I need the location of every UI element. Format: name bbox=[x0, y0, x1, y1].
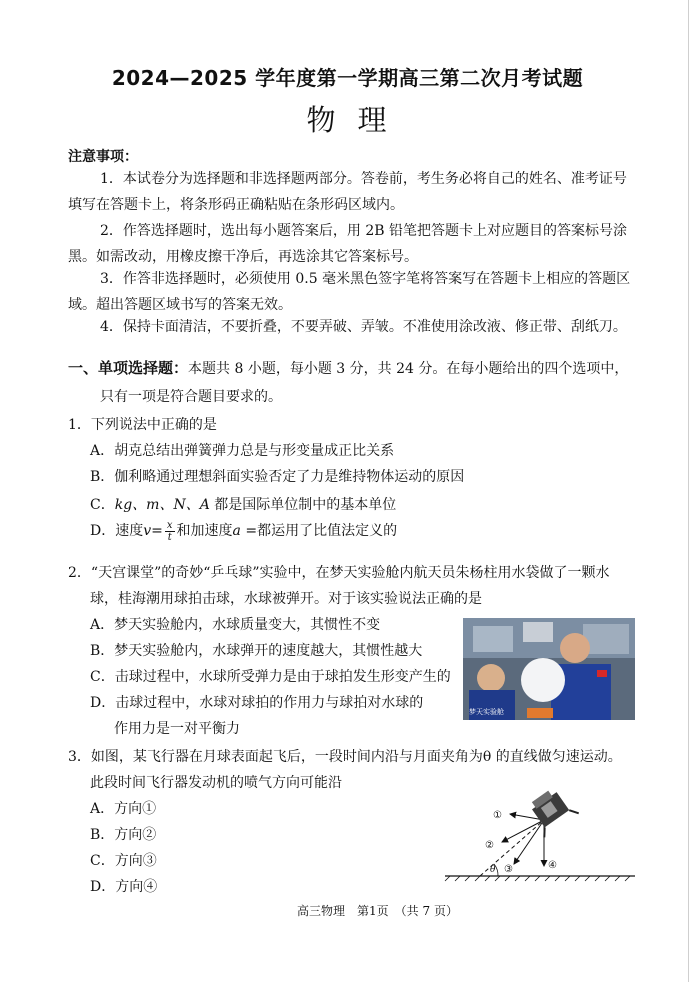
direction-2-label: ② bbox=[485, 840, 494, 851]
q3-stem-1: 3．如图，某飞行器在月球表面起飞后，一段时间内沿与月面夹角为θ 的直线做匀速运动。 bbox=[68, 749, 622, 765]
angle-label: θ bbox=[490, 865, 496, 875]
q3-stem-2: 此段时间飞行器发动机的喷气方向可能沿 bbox=[90, 775, 342, 791]
direction-1-label: ① bbox=[493, 810, 502, 821]
q1-option-a: A．胡克总结出弹簧弹力总是与形变量成正比关系 bbox=[90, 443, 395, 459]
q1-option-b: B．伽利略通过理想斜面实验否定了力是维持物体运动的原因 bbox=[90, 469, 465, 485]
q2-stem-2: 球，桂海潮用球拍击球，水球被弹开。对于该实验说法正确的是 bbox=[90, 591, 482, 607]
q3-option-c: C．方向③ bbox=[90, 853, 157, 869]
q2-option-c: C．击球过程中，水球所受弹力是由于球拍发生形变产生的 bbox=[90, 669, 451, 685]
q1-c-units: kg、m、N、A bbox=[114, 497, 210, 513]
velocity-fraction bbox=[165, 520, 175, 543]
q1-d-prefix: D．速度 bbox=[90, 523, 144, 539]
q1-d-eq: = bbox=[151, 523, 163, 539]
q1-c-prefix: C． bbox=[90, 497, 115, 513]
q1-d-suffix: =都运用了比值法定义的 bbox=[240, 523, 398, 539]
q3-option-d: D．方向④ bbox=[90, 879, 158, 895]
page-edge bbox=[688, 0, 689, 982]
notice-item-1: 1．本试卷分为选择题和非选择题两部分。答卷前，考生务必将自己的姓名、准考证号填写在答题卡上，将条形码正确粘贴在条形码区域内。 bbox=[68, 171, 627, 213]
notice-heading: 注意事项： bbox=[68, 149, 138, 165]
q3-option-b: B．方向② bbox=[90, 827, 157, 843]
direction-4-label: ④ bbox=[548, 860, 557, 871]
q1-d-mid: 和加速度 bbox=[176, 523, 233, 539]
q2-option-d-2: 作用力是一对平衡力 bbox=[114, 721, 240, 737]
q2-option-a: A．梦天实验舱内，水球质量变大，其惯性不变 bbox=[90, 617, 381, 633]
section-heading bbox=[68, 354, 643, 411]
exam-title: 2024—2025 学年度第一学期高三第二次月考试题 bbox=[111, 66, 584, 90]
fraction-denominator: t bbox=[167, 531, 172, 543]
section-desc-1: 本题共 8 小题，每小题 3 分，共 24 分。在每小题给出的四个选项中， bbox=[188, 361, 629, 377]
section-title: 一、单项选择题： bbox=[68, 359, 189, 377]
q1-c-suffix: 都是国际单位制中的基本单位 bbox=[209, 497, 397, 513]
notice-item-2: 2．作答选择题时，选出每小题答案后，用 2B 铅笔把答题卡上对应题目的答案标号涂黑。如需改动，用橡皮擦干净后，再选涂其它答案标号。 bbox=[68, 223, 628, 265]
q1-d-v: v bbox=[143, 523, 152, 539]
q1-stem: 1．下列说法中正确的是 bbox=[68, 417, 217, 433]
q2-stem-1: 2．“天宫课堂”的奇妙“乒乓球”实验中，在梦天实验舱内航天员朱杨柱用水袋做了一颗水 bbox=[68, 565, 610, 581]
q1-d-a: a bbox=[232, 523, 241, 539]
direction-3-label: ③ bbox=[504, 864, 513, 875]
q2-option-b: B．梦天实验舱内，水球弹开的速度越大，其惯性越大 bbox=[90, 643, 423, 659]
spacecraft-diagram bbox=[440, 780, 640, 890]
notice-item-3: 3．作答非选择题时，必须使用 0.5 毫米黑色签字笔将答案写在答题卡上相应的答题区域。超出答题区域书写的答案无效。 bbox=[68, 271, 631, 313]
photo-caption: 梦天实验舱 bbox=[469, 708, 504, 716]
q2-option-d-1: D．击球过程中，水球对球拍的作用力与球拍对水球的 bbox=[90, 695, 424, 711]
q3-option-a: A．方向① bbox=[90, 801, 157, 817]
section-desc-2: 只有一项是符合题目要求的。 bbox=[100, 389, 282, 405]
space-lab-photo bbox=[463, 618, 635, 720]
subject-title: 物理 bbox=[306, 103, 409, 137]
fraction-numerator: x bbox=[166, 519, 173, 531]
q1-option-c bbox=[90, 492, 396, 518]
page-footer: 高三物理 第1页 （共 7 页） bbox=[297, 904, 458, 918]
q1-option-d bbox=[90, 518, 397, 544]
notice-item-4: 4．保持卡面清洁，不要折叠，不要弄破、弄皱。不准使用涂改液、修正带、刮纸刀。 bbox=[100, 319, 627, 335]
